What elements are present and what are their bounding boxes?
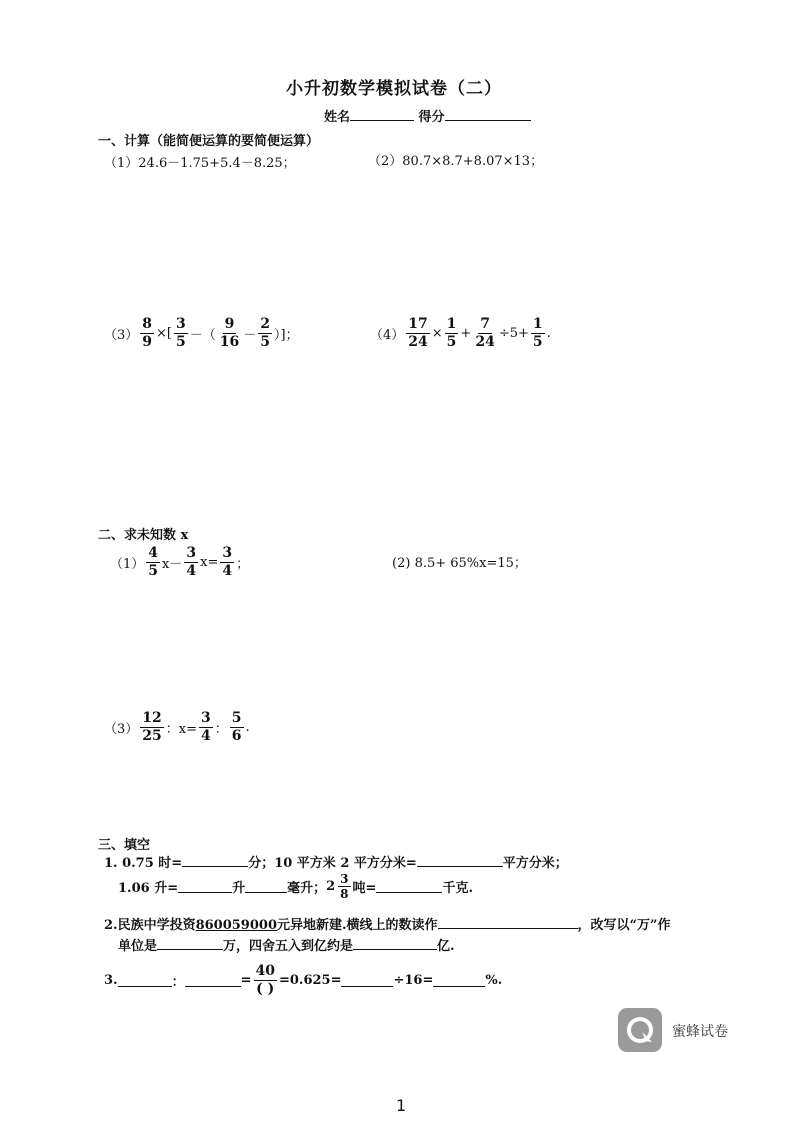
- problem-expression: 8.5+ 65%x=15；: [414, 556, 527, 571]
- fraction: [140, 710, 163, 745]
- question-text: 单位是: [118, 939, 158, 954]
- denominator: 5: [532, 334, 543, 350]
- fraction: [254, 963, 277, 998]
- answer-blank: [178, 880, 232, 893]
- operator: .: [546, 326, 551, 341]
- question-text: =0.625=: [278, 973, 342, 988]
- name-blank: [350, 108, 414, 121]
- numerator: 12: [142, 710, 162, 726]
- operator: x=: [200, 555, 219, 570]
- fill-question-1b: [118, 872, 473, 901]
- operator: －（: [189, 328, 216, 343]
- question-text: 吨=: [352, 881, 377, 896]
- denominator: 16: [219, 334, 240, 350]
- operator: x－: [162, 557, 183, 572]
- question-text: ：: [171, 975, 185, 990]
- section3-heading: 三、填空: [98, 838, 151, 853]
- operator: ÷5+: [498, 326, 529, 341]
- question-text: 毫升；: [287, 881, 327, 896]
- fraction: [199, 710, 213, 745]
- numerator: 3: [222, 545, 233, 561]
- operator: +: [460, 326, 472, 341]
- denominator: 4: [222, 563, 233, 579]
- numerator: 40: [255, 963, 275, 979]
- question-text: =: [240, 973, 252, 988]
- question-text: 1. 0.75 时=: [104, 856, 183, 871]
- operator: ：: [214, 722, 228, 737]
- fraction: [445, 316, 459, 351]
- numerator: 3: [201, 710, 211, 726]
- fraction: [230, 710, 244, 745]
- brand-logo-icon: [618, 1008, 662, 1052]
- answer-blank: [118, 974, 172, 987]
- section2-heading: 二、求未知数 x: [98, 528, 189, 543]
- denominator: 5: [148, 563, 159, 579]
- fraction: [338, 872, 350, 901]
- section1-problem4: [370, 316, 551, 351]
- question-text: 1.06 升=: [118, 881, 179, 896]
- operator: ；: [236, 557, 250, 572]
- question-text: %.: [485, 973, 503, 988]
- fill-question-1a: [104, 852, 568, 871]
- question-text: 分；10 平方米 2 平方分米=: [248, 856, 417, 871]
- answer-blank: [341, 974, 393, 987]
- operator: .: [245, 720, 250, 735]
- page-number: 1: [396, 1096, 407, 1115]
- problem-label: （3）: [104, 328, 139, 343]
- fraction: [140, 316, 154, 351]
- answer-blank: [376, 880, 442, 893]
- numerator: 9: [224, 316, 235, 332]
- brand-name: 蜜蜂试卷: [672, 1024, 728, 1040]
- denominator: 24: [475, 334, 495, 350]
- fraction: [184, 545, 198, 580]
- problem-label: （2）: [368, 154, 403, 169]
- fraction: [218, 316, 241, 351]
- fraction: [174, 316, 188, 351]
- denominator: 4: [201, 728, 211, 744]
- answer-blank: [417, 854, 503, 867]
- score-label: 得分: [418, 110, 445, 125]
- numerator: 1: [446, 316, 457, 332]
- answer-blank: [182, 854, 248, 867]
- numerator: 1: [532, 316, 543, 332]
- section1-problem1: [104, 152, 296, 171]
- question-text: 3.: [104, 973, 118, 988]
- numerator: 3: [340, 872, 349, 886]
- answer-blank: [157, 937, 223, 950]
- denominator: 6: [231, 728, 242, 744]
- operator: ×[: [156, 326, 172, 341]
- fill-question-2b: [118, 935, 455, 954]
- underlined-number: 860059000: [195, 918, 277, 933]
- section1-heading: 一、计算（能简便运算的要简便运算）: [98, 134, 320, 149]
- denominator: 24: [408, 334, 428, 350]
- fraction: [146, 545, 160, 580]
- fraction: [473, 316, 496, 351]
- numerator: 17: [408, 316, 428, 332]
- fill-question-2a: [104, 914, 671, 933]
- question-text: ÷16=: [393, 973, 434, 988]
- numerator: 3: [186, 545, 197, 561]
- problem-label: (2): [392, 556, 411, 571]
- answer-blank: [438, 916, 578, 929]
- operator: ：x=: [165, 722, 197, 737]
- problem-expression: 24.6－1.75+5.4－8.25；: [138, 156, 296, 171]
- problem-expression: 80.7×8.7+8.07×13；: [402, 154, 544, 169]
- answer-blank: [245, 880, 287, 893]
- answer-blank: [185, 974, 241, 987]
- question-text: 2.民族中学投资: [104, 918, 196, 933]
- fraction: [531, 316, 545, 351]
- operator: ）]；: [274, 328, 299, 343]
- section1-problem3: [104, 316, 299, 351]
- numerator: 5: [231, 710, 242, 726]
- whole-part: 2: [326, 879, 336, 894]
- denominator: ( ): [256, 981, 275, 997]
- denominator: 9: [142, 334, 153, 350]
- numerator: 7: [480, 316, 490, 332]
- denominator: 25: [142, 728, 162, 744]
- section2-problem3: [104, 710, 250, 745]
- fraction: [258, 316, 272, 351]
- problem-label: （3）: [104, 722, 139, 737]
- answer-blank: [353, 937, 437, 950]
- question-text: 万，四舍五入到亿约是: [223, 939, 354, 954]
- numerator: 4: [148, 545, 159, 561]
- question-text: 平方分米；: [502, 856, 568, 871]
- fraction: [220, 545, 234, 580]
- name-score-line: [324, 106, 531, 125]
- denominator: 5: [260, 334, 271, 350]
- operator: ×: [431, 326, 443, 341]
- question-text: ，改写以“万”作: [577, 918, 671, 933]
- score-blank: [445, 108, 531, 121]
- denominator: 4: [186, 563, 197, 579]
- problem-label: （1）: [110, 557, 145, 572]
- section2-problem2: [392, 552, 527, 571]
- fill-question-3: [104, 963, 502, 998]
- problem-label: （1）: [104, 156, 139, 171]
- fraction: [406, 316, 429, 351]
- question-text: 升: [232, 881, 246, 896]
- problem-label: （4）: [370, 328, 405, 343]
- question-text: 亿.: [437, 939, 455, 954]
- denominator: 8: [340, 887, 349, 901]
- question-text: 元异地新建.横线上的数读作: [277, 918, 438, 933]
- numerator: 3: [176, 316, 186, 332]
- question-text: 千克.: [442, 881, 473, 896]
- operator: －: [243, 328, 257, 343]
- section1-problem2: [368, 150, 543, 169]
- section2-problem1: [110, 545, 249, 580]
- mixed-number: [326, 872, 352, 901]
- numerator: 2: [260, 316, 271, 332]
- denominator: 5: [446, 334, 457, 350]
- numerator: 8: [142, 316, 153, 332]
- denominator: 5: [176, 334, 186, 350]
- name-label: 姓名: [324, 110, 351, 125]
- answer-blank: [433, 974, 485, 987]
- page-title: 小升初数学模拟试卷（二）: [286, 79, 502, 99]
